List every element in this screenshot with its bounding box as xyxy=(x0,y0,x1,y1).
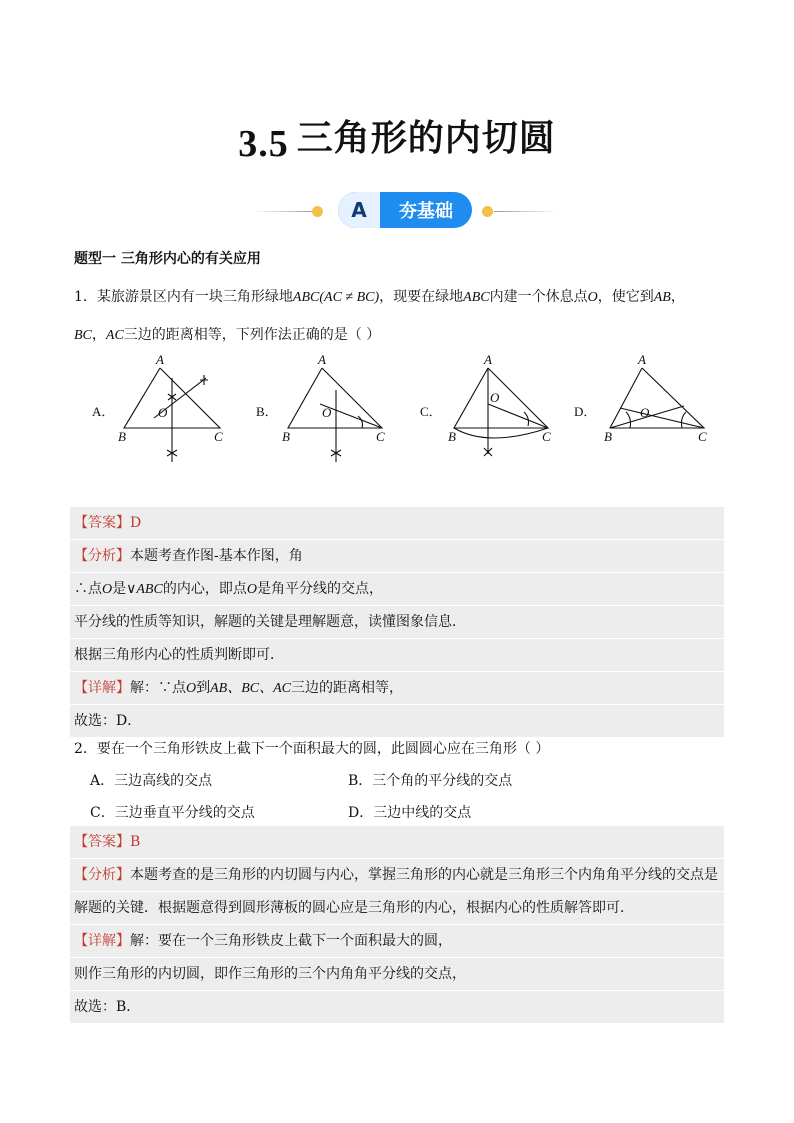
q1-stem-line-1 xyxy=(74,286,685,306)
figure-b xyxy=(256,352,385,462)
figure-d-label-b: B xyxy=(604,429,612,444)
q1-math: BC xyxy=(74,328,92,343)
badge-label: 夯基础 xyxy=(399,201,453,222)
figure-c-label-c: C xyxy=(542,429,551,444)
detail-math: O xyxy=(186,681,197,696)
construction-figures xyxy=(74,350,754,475)
q1-stem-line-2 xyxy=(74,324,380,344)
figure-a xyxy=(92,352,223,462)
q2-answer xyxy=(70,826,724,859)
q1-detail-2: 故选：D． xyxy=(70,705,724,738)
figure-a-label-c: C xyxy=(214,429,223,444)
figure-a-label-a: A xyxy=(156,352,164,367)
figure-a-option: A． xyxy=(92,404,115,419)
q2-option-b: B．三个角的平分线的交点 xyxy=(348,773,513,789)
figure-d-label-a: A xyxy=(638,352,646,367)
q1-math: ABC xyxy=(292,290,320,305)
q1-analysis-2 xyxy=(70,573,724,606)
figure-c-option: C． xyxy=(420,404,442,419)
badge-letter: A xyxy=(338,192,380,228)
q2-detail-3: 故选：B． xyxy=(70,991,724,1024)
figure-a-label-o: O xyxy=(158,405,168,420)
figure-c-label-a: A xyxy=(484,352,492,367)
q1-solution-box xyxy=(70,507,724,738)
detail-text: 三边的距离相等， xyxy=(291,680,404,696)
detail-tag: 【详解】 xyxy=(74,680,130,696)
figure-b-label-a: A xyxy=(318,352,326,367)
figure-c-label-b: B xyxy=(448,429,456,444)
figure-b-label-o: O xyxy=(322,405,332,420)
q1-text: 1．某旅游景区内有一块三角形绿地 xyxy=(74,289,293,305)
q1-answer xyxy=(70,507,724,540)
q1-math: AB xyxy=(653,290,671,305)
q2-analysis-1 xyxy=(70,859,724,892)
figure-b-option: B． xyxy=(256,404,278,419)
analysis-text: 是∨ xyxy=(112,581,137,597)
detail-tag: 【详解】 xyxy=(74,933,130,949)
analysis-tag: 【分析】 xyxy=(74,548,130,564)
analysis-tag: 【分析】 xyxy=(74,867,130,883)
level-badge xyxy=(338,192,472,228)
analysis-text: 的内心，即点 xyxy=(162,581,247,597)
figure-b-label-c: C xyxy=(376,429,385,444)
q1-detail-1 xyxy=(70,672,724,705)
answer-tag: 【答案】 xyxy=(74,834,130,850)
q1-text: 三边的距离相等，下列作法正确的是（ ） xyxy=(123,327,381,343)
q1-text: ，现要在绿地 xyxy=(379,289,464,305)
page-title xyxy=(0,110,794,165)
q2-option-a: A．三边高线的交点 xyxy=(90,773,213,789)
q2-stem: 2．要在一个三角形铁皮上截下一个面积最大的圆，此圆圆心应在三角形（ ） xyxy=(74,741,550,757)
q2-detail-2: 则作三角形的内切圆，即作三角形的三个内角角平分线的交点， xyxy=(70,958,724,991)
analysis-math: O xyxy=(102,582,113,597)
q1-text: ，使它到 xyxy=(597,289,654,305)
q1-text: 内建一个休息点 xyxy=(489,289,588,305)
figure-c-label-o: O xyxy=(490,390,500,405)
detail-text: 解：要在一个三角形铁皮上截下一个面积最大的圆， xyxy=(130,933,452,949)
section-title: 题型一 三角形内心的有关应用 xyxy=(74,251,261,267)
figure-d-label-c: C xyxy=(698,429,707,444)
answer-tag: 【答案】 xyxy=(74,515,130,531)
q1-figures xyxy=(74,350,754,475)
figure-d xyxy=(574,352,707,444)
figure-d-label-o: O xyxy=(640,405,650,420)
q1-analysis-1 xyxy=(70,540,724,573)
analysis-math: O xyxy=(246,582,257,597)
analysis-math: ABC xyxy=(136,582,163,597)
q1-math: (AC ≠ BC) xyxy=(319,290,380,305)
q1-math: O xyxy=(587,290,598,305)
q2-option-c: C．三边垂直平分线的交点 xyxy=(90,805,255,821)
title-number: 3.5 xyxy=(238,123,289,165)
analysis-text: 是角平分线的交点， xyxy=(256,581,383,597)
figure-c xyxy=(420,352,551,456)
dot-left xyxy=(312,206,323,217)
q1-text: ， xyxy=(91,327,106,343)
divider-right xyxy=(494,211,558,212)
q1-analysis-4: 根据三角形内心的性质判断即可． xyxy=(70,639,724,672)
analysis-text: 本题考查作图-基本作图，角 xyxy=(130,548,303,564)
figure-b-label-b: B xyxy=(282,429,290,444)
q2-solution-box xyxy=(70,826,724,1024)
answer-value: D xyxy=(130,515,142,531)
q1-analysis-3: 平分线的性质等知识，解题的关键是理解题意，读懂图象信息． xyxy=(70,606,724,639)
figure-d-option: D． xyxy=(574,404,597,419)
section-badge-row xyxy=(0,190,794,230)
analysis-text: ∴点 xyxy=(74,581,102,597)
q2-detail-1 xyxy=(70,925,724,958)
detail-math: AB、BC、AC xyxy=(210,681,292,696)
analysis-text: 本题考查的是三角形的内切圆与内心，掌握三角形的内心就是三角形三个内角角平分线的交点是 xyxy=(130,867,718,883)
title-text: 三角形的内切圆 xyxy=(296,118,556,159)
q1-math: AC xyxy=(105,328,124,343)
q1-math: ABC xyxy=(463,290,490,305)
dot-right xyxy=(482,206,493,217)
detail-text: 解：∵点 xyxy=(130,680,186,696)
q2-analysis-2: 解题的关键．根据题意得到圆形薄板的圆心应是三角形的内心，根据内心的性质解答即可． xyxy=(70,892,724,925)
detail-text: 到 xyxy=(196,680,211,696)
figure-a-label-b: B xyxy=(118,429,126,444)
divider-left xyxy=(252,211,316,212)
q1-text: ， xyxy=(670,289,685,305)
answer-value: B xyxy=(130,834,141,850)
q2-option-d: D．三边中线的交点 xyxy=(348,805,472,821)
